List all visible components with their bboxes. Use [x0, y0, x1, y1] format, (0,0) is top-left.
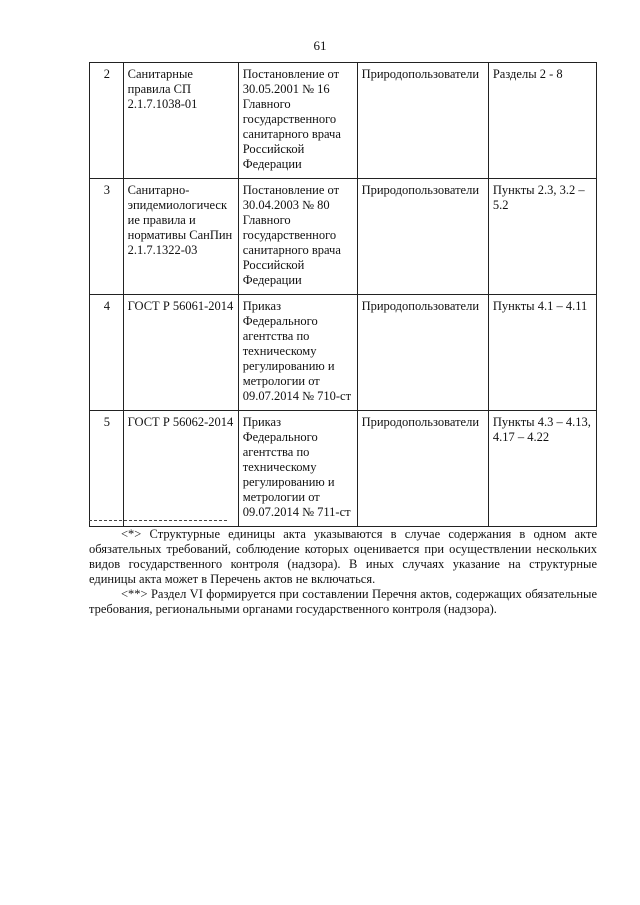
- page-number: 61: [313, 38, 327, 53]
- act-name: ГОСТ Р 56061-2014: [123, 295, 238, 411]
- structural-units: Пункты 4.1 – 4.11: [488, 295, 596, 411]
- table-row: [90, 295, 597, 411]
- structural-units: Пункты 4.3 – 4.13, 4.17 – 4.22: [488, 411, 596, 527]
- act-approval: Приказ Федерального агентства по техническому регулированию и метрологии от 09.07.2014 № 711-ст: [238, 411, 357, 527]
- table-row: [90, 411, 597, 527]
- row-number: 2: [90, 63, 124, 179]
- acts-table: [89, 62, 597, 527]
- subject-circle: Природопользователи: [357, 179, 488, 295]
- footnote-separator: [89, 520, 227, 521]
- subject-circle: Природопользователи: [357, 295, 488, 411]
- structural-units: Разделы 2 - 8: [488, 63, 596, 179]
- footnote-1: <*> Структурные единицы акта указываются в случае содержания в одном акте обязательных требований, соблюдение которых оценивается при осуществлении нескольких видов государственного контроля (надзора). В иных случаях указание на структурные единицы акта может в Перечень актов не включаться.: [89, 527, 597, 586]
- footnotes: [89, 527, 597, 617]
- act-name: Санитарные правила СП 2.1.7.1038-01: [123, 63, 238, 179]
- act-approval: Постановление от 30.05.2001 № 16 Главного государственного санитарного врача Российской Федерации: [238, 63, 357, 179]
- table-row: [90, 63, 597, 179]
- subject-circle: Природопользователи: [357, 63, 488, 179]
- footnote-2: <**> Раздел VI формируется при составлении Перечня актов, содержащих обязательные требования, региональными органами государственного контроля (надзора).: [89, 587, 597, 616]
- act-approval: Постановление от 30.04.2003 № 80 Главного государственного санитарного врача Российской Федерации: [238, 179, 357, 295]
- structural-units: Пункты 2.3, 3.2 – 5.2: [488, 179, 596, 295]
- act-approval: Приказ Федерального агентства по техническому регулированию и метрологии от 09.07.2014 № 710-ст: [238, 295, 357, 411]
- subject-circle: Природопользователи: [357, 411, 488, 527]
- row-number: 4: [90, 295, 124, 411]
- table-row: [90, 179, 597, 295]
- act-name: Санитарно-эпидемиологическ ие правила и нормативы СанПин 2.1.7.1322-03: [123, 179, 238, 295]
- act-name: ГОСТ Р 56062-2014: [123, 411, 238, 527]
- row-number: 3: [90, 179, 124, 295]
- row-number: 5: [90, 411, 124, 527]
